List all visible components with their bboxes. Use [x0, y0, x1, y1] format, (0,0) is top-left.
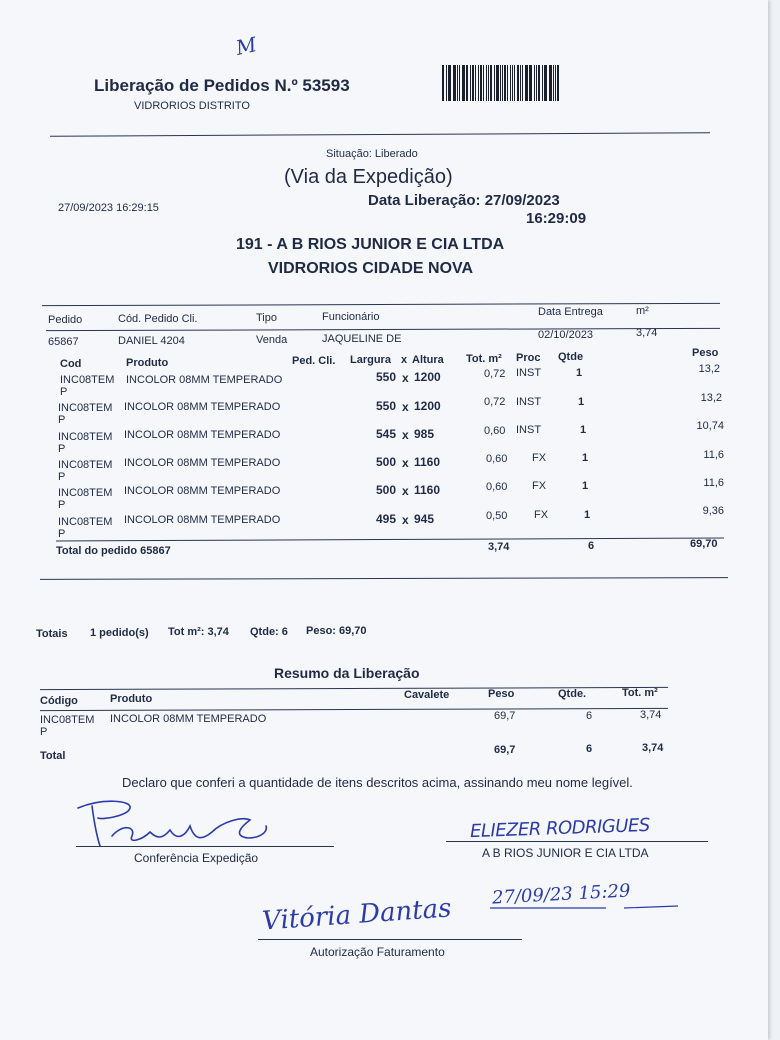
item-altura: 945 [414, 512, 435, 526]
total-pedido-qtde: 6 [588, 540, 595, 552]
item-cod: INC08TEM P [60, 374, 115, 398]
items-col-proc: Proc [516, 352, 541, 364]
item-tot-m2: 0,50 [486, 510, 508, 522]
barcode-bar [442, 65, 444, 101]
barcode-bar [534, 65, 535, 101]
barcode-bar [462, 65, 463, 101]
barcode-bar [522, 65, 523, 101]
total-pedido-m2: 3,74 [488, 541, 510, 553]
cliente-handwritten-name: ELIEZER RODRIGUES [469, 814, 651, 843]
barcode-bar [472, 65, 475, 101]
resumo-col-qtde: Qtde. [558, 688, 587, 700]
item-produto: INCOLOR 08MM TEMPERADO [124, 485, 281, 497]
company-name: VIDRORIOS DISTRITO [134, 100, 250, 112]
barcode-bar [488, 65, 490, 101]
items-col-largura: Largura [350, 354, 391, 366]
barcode-bar [536, 65, 537, 101]
item-proc: FX [532, 452, 547, 464]
item-qtde: 1 [582, 452, 589, 464]
pedido-value: 65867 [48, 336, 79, 348]
barcode-bar [538, 65, 540, 101]
item-cod: INC08TEM P [58, 516, 113, 540]
item-qtde: 1 [584, 509, 591, 521]
total-pedido-label: Total do pedido 65867 [56, 545, 171, 557]
barcode-bar [507, 65, 508, 101]
item-x: x [402, 513, 409, 527]
item-altura: 1160 [414, 455, 441, 469]
resumo-tot-m2: 3,74 [640, 709, 662, 721]
barcode-bar [459, 65, 460, 101]
barcode-bar [553, 65, 554, 101]
item-altura: 985 [414, 427, 435, 441]
resumo-col-cavalete: Cavalete [404, 689, 450, 701]
barcode-bar [549, 65, 552, 101]
section-divider [40, 577, 728, 580]
barcode-bar [483, 65, 484, 101]
resumo-total-label: Total [40, 750, 66, 762]
total-pedido-peso: 69,70 [690, 538, 718, 550]
item-largura: 495 [375, 512, 396, 526]
autorizacao-label: Autorização Faturamento [310, 945, 445, 959]
barcode-bar [512, 65, 513, 101]
barcode-bar [496, 65, 499, 101]
cliente-line [446, 841, 708, 842]
item-tot-m2: 0,60 [486, 481, 508, 493]
item-peso: 10,74 [696, 420, 724, 432]
client-store: VIDRORIOS CIDADE NOVA [268, 260, 474, 277]
resumo-col-produto: Produto [110, 693, 153, 705]
m2-value: 3,74 [636, 327, 658, 339]
item-cod: INC08TEM P [58, 487, 113, 511]
resumo-col-codigo: Código [40, 695, 78, 707]
barcode-bar [520, 65, 521, 101]
item-produto: INCOLOR 08MM TEMPERADO [126, 374, 283, 386]
item-produto: INCOLOR 08MM TEMPERADO [124, 457, 281, 469]
item-peso: 13,2 [698, 363, 720, 375]
barcode-bar [490, 65, 492, 101]
item-largura: 500 [375, 483, 396, 497]
items-col-x: x [401, 354, 408, 366]
barcode-bar [463, 65, 465, 101]
barcode-bar [504, 65, 506, 101]
item-largura: 545 [375, 427, 396, 441]
item-largura: 500 [375, 455, 396, 469]
barcode-bar [470, 65, 471, 101]
conferencia-line [76, 846, 334, 847]
situacao-text: Situação: Liberado [326, 148, 418, 160]
items-col-peso: Peso [692, 347, 719, 359]
items-col-tot-m2: Tot. m² [466, 353, 502, 365]
item-proc: INST [516, 396, 542, 408]
items-col-produto: Produto [126, 357, 169, 369]
header-divider [50, 132, 710, 136]
item-x: x [402, 428, 409, 442]
barcode-bar [510, 65, 511, 101]
via-text: (Via da Expedição) [284, 166, 453, 188]
barcode-bar [466, 65, 468, 101]
barcode-bar [502, 65, 503, 101]
barcode-bar [525, 65, 528, 101]
item-proc: INST [516, 367, 542, 379]
barcode-bar [544, 65, 545, 101]
totais-pedidos: 1 pedido(s) [90, 627, 149, 639]
print-datetime: 27/09/2023 16:29:15 [58, 202, 159, 214]
barcode-bar [494, 65, 495, 101]
item-x: x [402, 484, 409, 498]
item-altura: 1160 [414, 483, 441, 497]
item-tot-m2: 0,60 [486, 453, 508, 465]
item-largura: 550 [375, 370, 396, 384]
barcode-bar [453, 65, 456, 101]
data-liberacao: Data Liberação: 27/09/2023 [368, 192, 560, 209]
item-cod: INC08TEM P [58, 431, 113, 455]
col-pedido: Pedido [48, 314, 83, 326]
item-tot-m2: 0,60 [484, 425, 506, 437]
pedido-header-rule [46, 328, 720, 331]
tipo-value: Venda [256, 334, 288, 346]
conferencia-label: Conferência Expedição [134, 851, 259, 865]
item-qtde: 1 [582, 480, 589, 492]
autorizacao-handwritten-name: Vitória Dantas [261, 893, 453, 937]
totais-m2: Tot m²: 3,74 [168, 626, 229, 638]
item-peso: 11,6 [703, 449, 724, 461]
item-peso: 9,36 [702, 505, 724, 517]
item-tot-m2: 0,72 [484, 396, 506, 408]
item-qtde: 1 [576, 367, 583, 379]
barcode-bar [500, 65, 501, 101]
data-liberacao-time: 16:29:09 [526, 210, 587, 227]
resumo-col-peso: Peso [488, 688, 515, 700]
item-peso: 11,6 [703, 477, 724, 489]
data-entrega-value: 02/10/2023 [538, 329, 594, 341]
totais-label: Totais [36, 628, 68, 640]
barcode-bar [545, 65, 547, 101]
barcode-bar [542, 65, 543, 101]
autorizacao-date-underline [488, 900, 684, 912]
barcode-bar [517, 65, 519, 101]
items-col-ped-cli: Ped. Cli. [292, 355, 336, 367]
col-cod-pedido-cli: Cód. Pedido Cli. [118, 313, 198, 325]
item-altura: 1200 [414, 370, 441, 384]
barcode-bar [530, 65, 532, 101]
barcode-bar [448, 65, 449, 101]
barcode-bar [529, 65, 530, 101]
item-tot-m2: 0,72 [484, 368, 506, 380]
col-tipo: Tipo [256, 312, 277, 324]
resumo-title: Resumo da Liberação [274, 665, 420, 681]
item-altura: 1200 [414, 399, 441, 413]
item-produto: INCOLOR 08MM TEMPERADO [124, 401, 281, 413]
totais-peso: Peso: 69,70 [306, 625, 367, 637]
resumo-qtde: 6 [586, 710, 593, 722]
item-x: x [402, 371, 409, 385]
item-largura: 550 [375, 399, 396, 413]
funcionario-value: JAQUELINE DE [322, 333, 402, 345]
item-qtde: 1 [580, 424, 587, 436]
resumo-header-rule [40, 708, 668, 711]
barcode-bar [486, 65, 487, 101]
col-m2: m² [636, 305, 649, 317]
resumo-peso: 69,7 [494, 710, 516, 722]
items-total-rule [56, 538, 724, 542]
declaracao-text: Declaro que conferi a quantidade de itens descritos acima, assinando meu nome legível. [122, 775, 633, 790]
item-produto: INCOLOR 08MM TEMPERADO [124, 429, 281, 441]
resumo-total-qtde: 6 [586, 743, 593, 755]
barcode-bar [555, 65, 556, 101]
item-cod: INC08TEM P [58, 459, 113, 483]
barcode-bar [557, 65, 559, 101]
resumo-produto: INCOLOR 08MM TEMPERADO [110, 713, 267, 725]
autorizacao-line [258, 939, 522, 940]
resumo-total-peso: 69,7 [494, 744, 516, 756]
resumo-codigo: INC08TEM P [40, 714, 95, 738]
barcode-bar [475, 65, 476, 101]
col-data-entrega: Data Entrega [538, 306, 603, 318]
conferencia-signature [72, 796, 282, 852]
item-proc: INST [516, 424, 542, 436]
item-x: x [402, 400, 409, 414]
item-cod: INC08TEM P [58, 402, 113, 426]
items-col-cod: Cod [60, 358, 82, 370]
cod-cli-value: DANIEL 4204 [118, 335, 185, 347]
barcode-bar [449, 65, 451, 101]
item-peso: 13,2 [700, 392, 722, 404]
items-col-altura: Altura [412, 354, 444, 366]
barcode-bar [480, 65, 482, 101]
pedido-top-rule [42, 303, 720, 306]
item-qtde: 1 [578, 396, 585, 408]
totais-qtde: Qtde: 6 [250, 626, 288, 638]
resumo-total-tot-m2: 3,74 [642, 742, 664, 754]
autorizacao-datetime: 27/09/23 15:29 [491, 880, 631, 909]
item-proc: FX [534, 509, 549, 521]
barcode-bar [457, 65, 458, 101]
barcode-bar [514, 65, 516, 101]
item-produto: INCOLOR 08MM TEMPERADO [124, 514, 281, 526]
item-proc: FX [532, 480, 547, 492]
document-title: Liberação de Pedidos N.º 53593 [94, 76, 350, 95]
item-x: x [402, 456, 409, 470]
barcode-bar [478, 65, 479, 101]
barcode-image [442, 65, 560, 101]
client-name: 191 - A B RIOS JUNIOR E CIA LTDA [236, 236, 505, 253]
items-col-qtde: Qtde [558, 351, 584, 363]
resumo-col-tot-m2: Tot. m² [622, 687, 658, 699]
handwritten-mark: M [233, 32, 259, 60]
cliente-label: A B RIOS JUNIOR E CIA LTDA [482, 846, 649, 860]
col-funcionario: Funcionário [322, 311, 380, 323]
barcode-bar [446, 65, 447, 101]
